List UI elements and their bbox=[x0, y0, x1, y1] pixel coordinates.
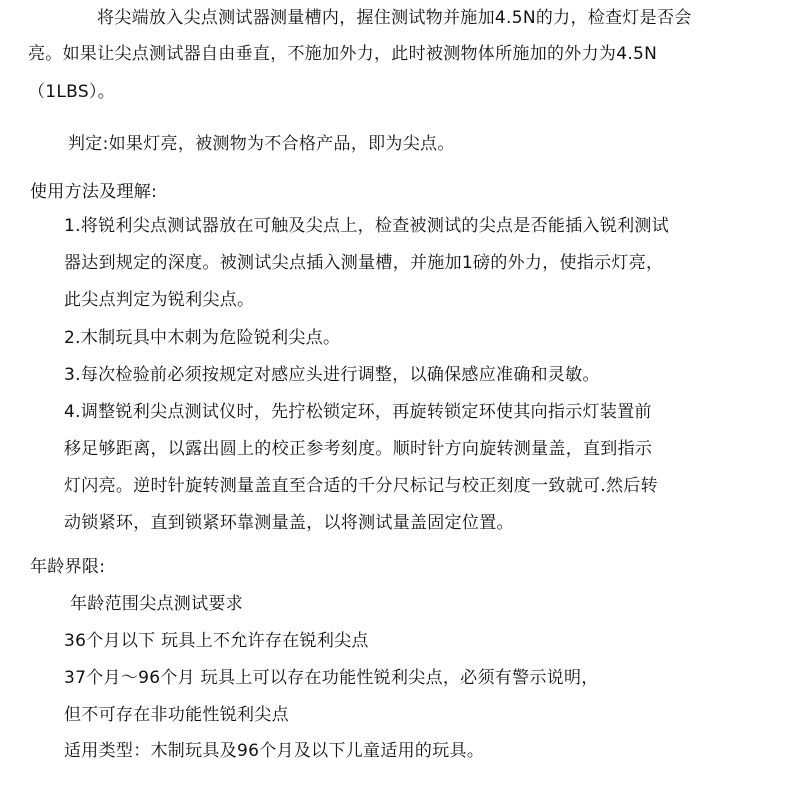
usage-item-2: 2.木制玩具中木刺为危险锐利尖点。 bbox=[64, 328, 341, 348]
age-row-2: 37个月～96个月 玩具上可以存在功能性锐利尖点，必须有警示说明， bbox=[64, 668, 599, 688]
intro-line-3: （1LBS）。 bbox=[28, 82, 116, 102]
usage-item-3: 3.每次检验前必须按规定对感应头进行调整，以确保感应准确和灵敏。 bbox=[64, 365, 600, 385]
age-row-1: 36个月以下 玩具上不允许存在锐利尖点 bbox=[64, 631, 369, 651]
usage-item-4-line-2: 移足够距离，以露出圆上的校正参考刻度。顺时针方向旋转测量盖，直到指示 bbox=[64, 439, 653, 459]
usage-item-1-line-2: 器达到规定的深度。被测试尖点插入测量槽，并施加1磅的外力，使指示灯亮， bbox=[64, 253, 664, 273]
usage-item-4-line-1: 4.调整锐利尖点测试仪时，先拧松锁定环，再旋转锁定环使其向指示灯装置前 bbox=[64, 402, 652, 422]
age-heading: 年龄界限: bbox=[30, 557, 106, 577]
intro-line-1: 将尖端放入尖点测试器测量槽内，握住测试物并施加4.5N的力，检查灯是否会 bbox=[97, 8, 692, 28]
usage-item-1-line-1: 1.将锐利尖点测试器放在可触及尖点上，检查被测试的尖点是否能插入锐利测试 bbox=[64, 216, 670, 236]
usage-heading: 使用方法及理解: bbox=[30, 182, 158, 202]
intro-line-2: 亮。如果让尖点测试器自由垂直，不施加外力，此时被测物体所施加的外力为4.5N bbox=[28, 44, 658, 64]
usage-item-1-line-3: 此尖点判定为锐利尖点。 bbox=[64, 290, 255, 310]
applicable-types: 适用类型：木制玩具及96个月及以下儿童适用的玩具。 bbox=[64, 741, 485, 761]
usage-item-4-line-4: 动锁紧环，直到锁紧环靠测量盖，以将测试量盖固定位置。 bbox=[64, 513, 514, 533]
judgement-text: 判定:如果灯亮，被测物为不合格产品，即为尖点。 bbox=[68, 134, 455, 154]
usage-item-4-line-3: 灯闪亮。逆时针旋转测量盖直至合适的千分尺标记与校正刻度一致就可.然后转 bbox=[64, 476, 658, 496]
age-table-title: 年龄范围尖点测试要求 bbox=[70, 594, 243, 614]
age-row-3: 但不可存在非功能性锐利尖点 bbox=[64, 705, 289, 725]
